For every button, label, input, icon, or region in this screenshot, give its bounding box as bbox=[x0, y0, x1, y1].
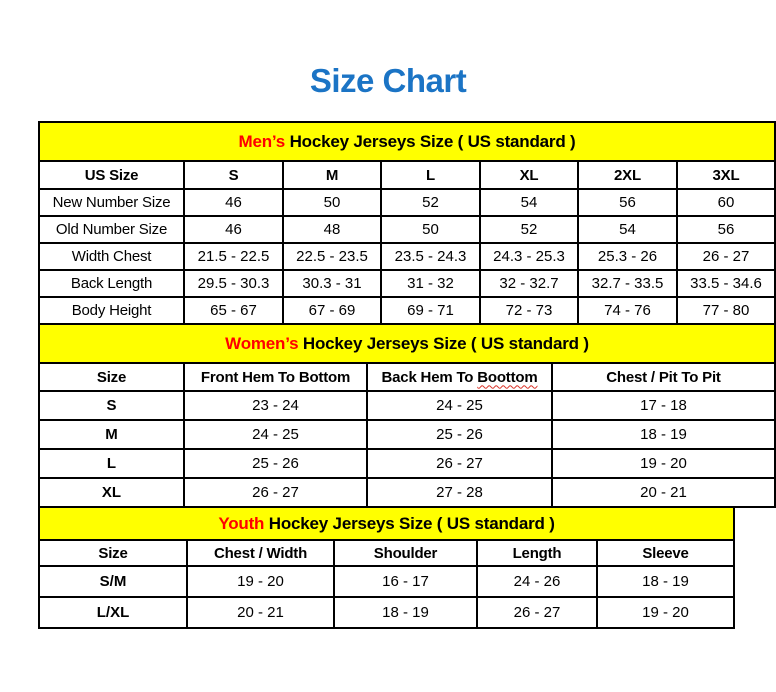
column-header-m: M bbox=[283, 161, 381, 189]
size-value-cell: 31 - 32 bbox=[381, 270, 480, 297]
size-value-cell: 33.5 - 34.6 bbox=[677, 270, 775, 297]
size-value-cell: 32 - 32.7 bbox=[480, 270, 578, 297]
row-label: New Number Size bbox=[39, 189, 184, 216]
column-header-sleeve: Sleeve bbox=[597, 540, 734, 566]
table-row-womens-s bbox=[39, 391, 775, 420]
mens-banner-highlight: Men’s bbox=[238, 131, 286, 151]
size-value-cell: 54 bbox=[480, 189, 578, 216]
size-value-cell: 18 - 19 bbox=[597, 566, 734, 597]
misspelled-word: Boottom bbox=[477, 368, 538, 386]
size-value-cell: 46 bbox=[184, 216, 283, 243]
column-header-3xl: 3XL bbox=[677, 161, 775, 189]
back-hem-prefix: Back Hem To bbox=[381, 368, 478, 386]
size-value-cell: 69 - 71 bbox=[381, 297, 480, 324]
column-header-s: S bbox=[184, 161, 283, 189]
table-row-youth-lxl bbox=[39, 597, 734, 628]
size-value-cell: 16 - 17 bbox=[334, 566, 477, 597]
size-value-cell: 18 - 19 bbox=[334, 597, 477, 628]
size-value-cell: 24 - 25 bbox=[184, 420, 367, 449]
size-value-cell: 24 - 26 bbox=[477, 566, 597, 597]
column-header-2xl: 2XL bbox=[578, 161, 677, 189]
size-value-cell: 25 - 26 bbox=[367, 420, 552, 449]
column-header-back-hem bbox=[367, 363, 552, 391]
size-value-cell: 19 - 20 bbox=[597, 597, 734, 628]
size-value-cell: 23.5 - 24.3 bbox=[381, 243, 480, 270]
size-value-cell: 19 - 20 bbox=[552, 449, 775, 478]
size-value-cell: 21.5 - 22.5 bbox=[184, 243, 283, 270]
youth-banner-row bbox=[39, 507, 734, 540]
size-value-cell: 20 - 21 bbox=[552, 478, 775, 507]
size-value-cell: 25 - 26 bbox=[184, 449, 367, 478]
size-value-cell: 32.7 - 33.5 bbox=[578, 270, 677, 297]
size-value-cell: 52 bbox=[381, 189, 480, 216]
column-header-size: Size bbox=[39, 540, 187, 566]
column-header-us-size: US Size bbox=[39, 161, 184, 189]
size-value-cell: 24 - 25 bbox=[367, 391, 552, 420]
column-header-chest-width: Chest / Width bbox=[187, 540, 334, 566]
column-header-size: Size bbox=[39, 363, 184, 391]
column-header-xl: XL bbox=[480, 161, 578, 189]
size-value-cell: 18 - 19 bbox=[552, 420, 775, 449]
table-row-new-number-size bbox=[39, 189, 775, 216]
size-value-cell: 26 - 27 bbox=[677, 243, 775, 270]
mens-section-banner bbox=[39, 122, 775, 161]
size-value-cell: 74 - 76 bbox=[578, 297, 677, 324]
womens-header-row bbox=[39, 363, 775, 391]
table-row-womens-m bbox=[39, 420, 775, 449]
row-label: Body Height bbox=[39, 297, 184, 324]
size-value-cell: 72 - 73 bbox=[480, 297, 578, 324]
size-value-cell: 26 - 27 bbox=[184, 478, 367, 507]
size-value-cell: 54 bbox=[578, 216, 677, 243]
table-row-back-length bbox=[39, 270, 775, 297]
row-label: M bbox=[39, 420, 184, 449]
column-header-length: Length bbox=[477, 540, 597, 566]
size-value-cell: 65 - 67 bbox=[184, 297, 283, 324]
size-value-cell: 26 - 27 bbox=[477, 597, 597, 628]
column-header-shoulder: Shoulder bbox=[334, 540, 477, 566]
column-header-front-hem: Front Hem To Bottom bbox=[184, 363, 367, 391]
page-title: Size Chart bbox=[309, 62, 467, 99]
youth-banner-rest: Hockey Jerseys Size ( US standard ) bbox=[264, 513, 555, 533]
size-value-cell: 67 - 69 bbox=[283, 297, 381, 324]
size-value-cell: 60 bbox=[677, 189, 775, 216]
row-label: S bbox=[39, 391, 184, 420]
womens-size-table bbox=[38, 323, 776, 508]
size-value-cell: 48 bbox=[283, 216, 381, 243]
mens-size-table bbox=[38, 121, 776, 325]
size-value-cell: 27 - 28 bbox=[367, 478, 552, 507]
size-value-cell: 56 bbox=[578, 189, 677, 216]
size-value-cell: 77 - 80 bbox=[677, 297, 775, 324]
size-tables-container bbox=[38, 121, 776, 629]
size-value-cell: 52 bbox=[480, 216, 578, 243]
size-value-cell: 23 - 24 bbox=[184, 391, 367, 420]
row-label: L bbox=[39, 449, 184, 478]
size-value-cell: 20 - 21 bbox=[187, 597, 334, 628]
mens-banner-rest: Hockey Jerseys Size ( US standard ) bbox=[285, 131, 576, 151]
table-row-width-chest bbox=[39, 243, 775, 270]
youth-size-table bbox=[38, 506, 735, 629]
row-label: Back Length bbox=[39, 270, 184, 297]
size-value-cell: 29.5 - 30.3 bbox=[184, 270, 283, 297]
table-row-womens-xl bbox=[39, 478, 775, 507]
table-row-body-height bbox=[39, 297, 775, 324]
size-value-cell: 17 - 18 bbox=[552, 391, 775, 420]
row-label: S/M bbox=[39, 566, 187, 597]
size-value-cell: 56 bbox=[677, 216, 775, 243]
size-value-cell: 46 bbox=[184, 189, 283, 216]
mens-banner-row bbox=[39, 122, 775, 161]
size-value-cell: 50 bbox=[283, 189, 381, 216]
row-label: L/XL bbox=[39, 597, 187, 628]
size-value-cell: 30.3 - 31 bbox=[283, 270, 381, 297]
column-header-chest-pit: Chest / Pit To Pit bbox=[552, 363, 775, 391]
row-label: Width Chest bbox=[39, 243, 184, 270]
womens-banner-rest: Hockey Jerseys Size ( US standard ) bbox=[298, 333, 589, 353]
youth-banner-highlight: Youth bbox=[218, 513, 265, 533]
size-value-cell: 26 - 27 bbox=[367, 449, 552, 478]
table-row-youth-sm bbox=[39, 566, 734, 597]
youth-header-row bbox=[39, 540, 734, 566]
size-value-cell: 19 - 20 bbox=[187, 566, 334, 597]
mens-header-row bbox=[39, 161, 775, 189]
size-value-cell: 22.5 - 23.5 bbox=[283, 243, 381, 270]
size-value-cell: 25.3 - 26 bbox=[578, 243, 677, 270]
column-header-l: L bbox=[381, 161, 480, 189]
size-value-cell: 50 bbox=[381, 216, 480, 243]
row-label: XL bbox=[39, 478, 184, 507]
womens-section-banner bbox=[39, 324, 775, 363]
womens-banner-highlight: Women’s bbox=[225, 333, 299, 353]
table-row-womens-l bbox=[39, 449, 775, 478]
size-value-cell: 24.3 - 25.3 bbox=[480, 243, 578, 270]
table-row-old-number-size bbox=[39, 216, 775, 243]
row-label: Old Number Size bbox=[39, 216, 184, 243]
womens-banner-row bbox=[39, 324, 775, 363]
youth-section-banner bbox=[39, 507, 734, 540]
